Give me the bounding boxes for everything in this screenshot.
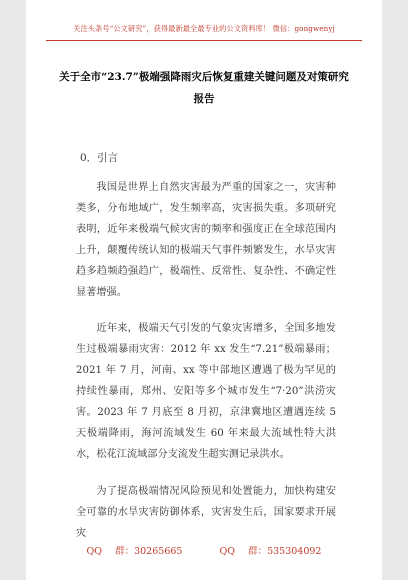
section-heading: 0．引言 (80, 152, 119, 164)
body-paragraph: 我国是世界上自然灾害最为严重的国家之一，灾害种类多，分布地域广，发生频率高，灾害损失重。多项研究表明，近年来极端气候灾害的频率和强度正在全球范围内上升，颠覆传统认知的极端天气事件频繁发生，水旱灾害趋多趋频趋强趋广，极端性、反常性、复杂性、不确定性显著增强。 (76, 182, 336, 298)
document-title: 关于全市“23.7”极端强降雨灾后恢复重建关键问题及对策研究报告 (59, 71, 349, 105)
header-banner: 关注头条号“公文研究”，获得最新最全最专业的公文资料库！ 微信：gongwenyj (73, 24, 335, 33)
document-page (26, 0, 382, 580)
header-divider (46, 40, 362, 41)
footer-qq-group-2: QQ 群：535304092 (219, 546, 322, 557)
footer-contacts (26, 543, 382, 557)
body-paragraph: 近年来，极端天气引发的气象灾害增多，全国多地发生过极端暴雨灾害：2012 年 xx 发生“7.21”极端暴雨；2021 年 7 月，河南、xx 等中部地区遭遇了极为罕见的持续性暴雨，郑州、安阳等多个城市发生“7·20”洪涝灾害。2023 年 7 月底至 8 月初，京津冀地区遭遇连续 5 天极端降雨，海河流域发生 60 年来最大流域性特大洪水，松花江流域部分支流发生超实测记录洪水。 (76, 323, 336, 460)
footer-qq-group-1: QQ 群：30265665 (86, 546, 183, 557)
body-paragraph: 为了提高极端情况风险预见和处置能力，加快构建安全可靠的水旱灾害防御体系，灾害发生后，国家要求开展灾 (76, 486, 336, 539)
